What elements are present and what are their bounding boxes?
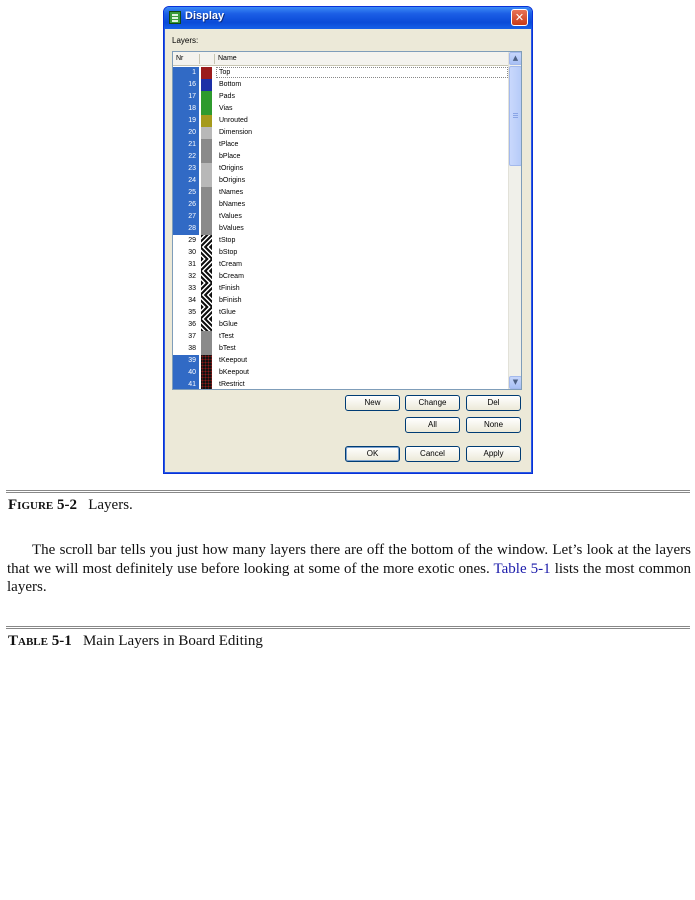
layer-row[interactable] <box>173 271 509 283</box>
layer-row[interactable] <box>173 103 509 115</box>
layer-name: tFinish <box>219 285 240 292</box>
layer-color-swatch[interactable] <box>201 91 212 103</box>
all-button[interactable]: All <box>405 417 460 433</box>
layer-row[interactable] <box>173 127 509 139</box>
layer-name: tTest <box>219 333 234 340</box>
layer-row[interactable] <box>173 331 509 343</box>
layer-number: 25 <box>173 187 199 199</box>
layer-row[interactable] <box>173 115 509 127</box>
layer-row[interactable] <box>173 247 509 259</box>
cancel-button[interactable]: Cancel <box>405 446 460 462</box>
layer-name: bStop <box>219 249 238 256</box>
layer-row[interactable] <box>173 79 509 91</box>
close-icon[interactable]: ✕ <box>511 9 528 26</box>
layer-number: 19 <box>173 115 199 127</box>
list-header <box>173 52 509 66</box>
layer-color-swatch[interactable] <box>201 115 212 127</box>
window-title: Display <box>185 10 225 22</box>
scroll-up-icon[interactable]: ▲ <box>509 52 522 65</box>
layer-color-swatch[interactable] <box>201 343 212 355</box>
layer-color-swatch[interactable] <box>201 103 212 115</box>
layer-name: tValues <box>219 213 242 220</box>
layer-number: 22 <box>173 151 199 163</box>
figure-caption <box>8 497 133 514</box>
paragraph-text-before: The scroll bar tells you just how many layers there are off the bottom of the window. Let’s look at the layers that we will most definitely use before looking at some of the more exotic ones. <box>7 542 691 577</box>
layer-color-swatch[interactable] <box>201 379 212 390</box>
layer-number: 37 <box>188 333 196 340</box>
layer-name: bValues <box>219 225 244 232</box>
layer-number: 29 <box>188 237 196 244</box>
layer-row[interactable] <box>173 367 509 379</box>
layer-name: bOrigins <box>219 177 246 184</box>
layer-number: 1 <box>173 67 199 79</box>
display-dialog <box>163 6 533 474</box>
layer-color-swatch[interactable] <box>201 331 212 343</box>
layer-name: Top <box>219 69 231 76</box>
table-caption-text: Main Layers in Board Editing <box>82 633 263 649</box>
layer-color-swatch[interactable] <box>201 127 212 139</box>
layer-color-swatch[interactable] <box>201 151 212 163</box>
column-header-name[interactable]: Name <box>218 55 237 62</box>
layer-number: 36 <box>188 321 196 328</box>
layer-name: Unrouted <box>219 117 248 124</box>
layer-number: 16 <box>173 79 199 91</box>
layer-row[interactable] <box>173 67 509 79</box>
layer-color-swatch[interactable] <box>201 283 212 295</box>
layer-row[interactable] <box>173 259 509 271</box>
column-header-nr[interactable]: Nr <box>176 55 184 62</box>
layer-number: 39 <box>173 355 199 367</box>
body-paragraph <box>7 541 691 597</box>
layer-name: tStop <box>219 237 236 244</box>
layer-color-swatch[interactable] <box>201 307 212 319</box>
layer-name: tNames <box>219 189 244 196</box>
layer-name: bKeepout <box>219 369 249 376</box>
layer-number: 18 <box>173 103 199 115</box>
layer-rows <box>173 67 509 390</box>
table-caption <box>8 633 263 650</box>
scroll-down-icon[interactable]: ▼ <box>509 376 522 389</box>
vertical-scrollbar[interactable] <box>508 52 521 389</box>
layer-color-swatch[interactable] <box>201 355 212 367</box>
layer-row[interactable] <box>173 283 509 295</box>
apply-button[interactable]: Apply <box>466 446 521 462</box>
layer-color-swatch[interactable] <box>201 163 212 175</box>
layer-name: Vias <box>219 105 233 112</box>
del-button[interactable]: Del <box>466 395 521 411</box>
layer-color-swatch[interactable] <box>201 139 212 151</box>
layer-color-swatch[interactable] <box>201 259 212 271</box>
layer-number: 35 <box>188 309 196 316</box>
app-icon <box>169 11 181 24</box>
layer-number: 40 <box>173 367 199 379</box>
layer-row[interactable] <box>173 211 509 223</box>
layer-name: Pads <box>219 93 235 100</box>
new-button[interactable]: New <box>345 395 400 411</box>
table-label: Table 5-1 <box>8 633 72 649</box>
layer-name: Bottom <box>219 81 242 88</box>
paragraph-text-after: lists the most common layers. <box>7 560 691 595</box>
layer-color-swatch[interactable] <box>201 367 212 379</box>
layer-color-swatch[interactable] <box>201 295 212 307</box>
layer-name: tGlue <box>219 309 236 316</box>
layer-color-swatch[interactable] <box>201 175 212 187</box>
none-button[interactable]: None <box>466 417 521 433</box>
layer-color-swatch[interactable] <box>201 235 212 247</box>
layer-number: 24 <box>173 175 199 187</box>
layer-color-swatch[interactable] <box>201 271 212 283</box>
layer-row[interactable] <box>173 175 509 187</box>
layer-name: bNames <box>219 201 246 208</box>
layer-row[interactable] <box>173 223 509 235</box>
layer-color-swatch[interactable] <box>201 223 212 235</box>
layer-name: tOrigins <box>219 165 244 172</box>
scroll-thumb[interactable] <box>509 66 522 166</box>
layer-name: bGlue <box>219 321 238 328</box>
change-button[interactable]: Change <box>405 395 460 411</box>
title-bar[interactable] <box>164 7 532 29</box>
figure-caption-text: Layers. <box>88 497 133 513</box>
layer-name: tRestrict <box>219 381 245 388</box>
layer-name: Dimension <box>219 129 253 136</box>
layer-row[interactable] <box>173 187 509 199</box>
layer-color-swatch[interactable] <box>201 211 212 223</box>
layer-number: 31 <box>188 261 196 268</box>
layer-color-swatch[interactable] <box>201 67 212 79</box>
layer-name: tKeepout <box>219 357 248 364</box>
layer-row[interactable] <box>173 295 509 307</box>
layer-number: 34 <box>188 297 196 304</box>
layer-row[interactable] <box>173 151 509 163</box>
layers-list[interactable] <box>172 51 522 390</box>
layer-row[interactable] <box>173 379 509 390</box>
layer-number: 30 <box>188 249 196 256</box>
layer-color-swatch[interactable] <box>201 199 212 211</box>
layer-number: 27 <box>173 211 199 223</box>
layer-name: bPlace <box>219 153 241 160</box>
layer-row[interactable] <box>173 319 509 331</box>
layer-name: bFinish <box>219 297 242 304</box>
layer-name: tPlace <box>219 141 239 148</box>
layer-row[interactable] <box>173 163 509 175</box>
layer-number: 33 <box>188 285 196 292</box>
layer-number: 20 <box>173 127 199 139</box>
caption-rule <box>6 490 690 493</box>
layer-row[interactable] <box>173 307 509 319</box>
layer-color-swatch[interactable] <box>201 187 212 199</box>
layer-row[interactable] <box>173 139 509 151</box>
layer-color-swatch[interactable] <box>201 79 212 91</box>
layer-row[interactable] <box>173 235 509 247</box>
layer-row[interactable] <box>173 343 509 355</box>
layer-row[interactable] <box>173 355 509 367</box>
layer-name: tCream <box>219 261 242 268</box>
layers-label: Layers: <box>172 36 199 45</box>
focus-rect <box>216 67 508 78</box>
layer-number: 32 <box>188 273 196 280</box>
ok-button[interactable]: OK <box>345 446 400 462</box>
table-reference-link[interactable]: Table 5-1 <box>493 560 551 577</box>
figure-label: Figure 5-2 <box>8 497 77 513</box>
layer-number: 21 <box>173 139 199 151</box>
layer-row[interactable] <box>173 91 509 103</box>
layer-name: bTest <box>219 345 236 352</box>
layer-name: bCream <box>219 273 244 280</box>
layer-number: 26 <box>173 199 199 211</box>
layer-number: 17 <box>173 91 199 103</box>
layer-row[interactable] <box>173 199 509 211</box>
layer-number: 38 <box>188 345 196 352</box>
table-rule <box>6 626 690 629</box>
layer-number: 41 <box>173 379 199 390</box>
layer-number: 23 <box>173 163 199 175</box>
layer-color-swatch[interactable] <box>201 247 212 259</box>
layer-color-swatch[interactable] <box>201 319 212 331</box>
layer-number: 28 <box>173 223 199 235</box>
